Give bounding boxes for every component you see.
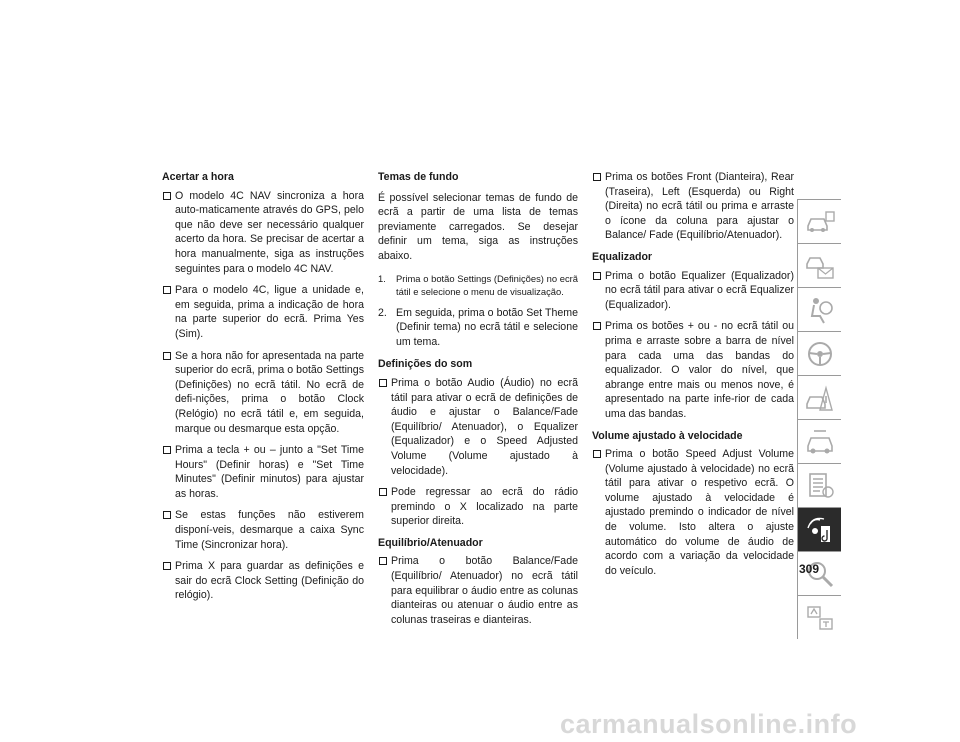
tab-multimedia[interactable]: [797, 507, 841, 551]
column-1: [162, 170, 364, 610]
list-item: Pode regressar ao ecrã do rádio premindo o X localizado na parte superior direita.: [378, 485, 578, 529]
list-item: Para o modelo 4C, ligue a unidade e, em seguida, prima a indicação de hora na parte superior do ecrã. Prima Yes (Sim).: [162, 283, 364, 341]
column-3: [592, 170, 794, 585]
list-item: Se estas funções não estiverem disponí-veis, desmarque a caixa Sync Time (Sincronizar hora).: [162, 508, 364, 552]
car-mail-icon: [804, 250, 836, 282]
car-info-icon: [804, 206, 836, 238]
list-item: Prima o botão Balance/Fade (Equilíbrio/ Atenuador) no ecrã tátil para equilibrar o áudio entre as colunas dianteiras ou atenuar o áudio entre as colunas traseiras e dianteiras.: [378, 554, 578, 627]
tab-car-mail[interactable]: [797, 243, 841, 287]
section-heading-sound: Definições do som: [378, 358, 473, 371]
step-text: Em seguida, prima o botão Set Theme (Definir tema) no ecrã tátil e selecione um tema.: [396, 306, 578, 348]
tab-car-info[interactable]: [797, 199, 841, 243]
tab-car-service[interactable]: [797, 419, 841, 463]
list-item: Prima os botões Front (Dianteira), Rear (Traseira), Left (Esquerda) ou Right (Direita) no ecrã tátil ou prima e arraste o ícone da coluna para ajustar o Balance/ Fade (Equilíbrio/Atenuador).: [592, 170, 794, 243]
section-heading-speed-volume: Volume ajustado à velocidade: [592, 429, 743, 442]
list-item: Prima os botões + ou - no ecrã tátil ou prima e arraste sobre a barra de nível para cada uma das bandas do equalizador. O valor do nível, que abrange entre mais ou menos nove, é apresentado na parte infe-rior de cada uma das bandas.: [592, 319, 794, 421]
list-item: Prima o botão Speed Adjust Volume (Volume ajustado à velocidade) no ecrã tátil para ativar o respetivo ecrã. O volume ajustado à velocidade é ajustado premindo o indicador de nível de volume. Isto altera o ajuste automático do volume de áudio de acordo com a variação da velocidade do veículo.: [592, 447, 794, 578]
tab-language[interactable]: [797, 595, 841, 639]
step-number: 1.: [378, 272, 386, 284]
footer-watermark: [0, 703, 960, 742]
numbered-step: [378, 306, 578, 350]
column-2: [378, 170, 578, 634]
car-service-icon: [804, 426, 836, 458]
section-heading-themes: Temas de fundo: [378, 171, 459, 183]
step-number: 2.: [378, 306, 387, 319]
list-item: Prima X para guardar as definições e sair do ecrã Clock Setting (Definição do relógio).: [162, 559, 364, 603]
page-number: 309: [799, 562, 820, 576]
crash-icon: [804, 382, 836, 414]
tab-airbag[interactable]: [797, 287, 841, 331]
multimedia-icon: [804, 514, 836, 546]
list-item: Prima o botão Audio (Áudio) no ecrã tátil para ativar o ecrã de definições de áudio e ajustar o Balance/Fade (Equilíbrio/ Atenuador), o Equalizer (Equalizador) e o Speed Adjusted Volume (Volume ajustado à velocidade).: [378, 376, 578, 478]
tab-checklist[interactable]: [797, 463, 841, 507]
list-item: Prima o botão Equalizer (Equalizador) no ecrã tátil para ativar o ecrã Equalizer (Equalizador).: [592, 269, 794, 313]
tab-steering[interactable]: [797, 331, 841, 375]
section-heading-balance: Equilíbrio/Atenuador: [378, 536, 483, 549]
checklist-icon: [804, 470, 836, 502]
step-text: Prima o botão Settings (Definições) no ecrã tátil e selecione o menu de visualização.: [396, 272, 578, 297]
section-heading-clock: Acertar a hora: [162, 171, 234, 183]
section-heading-equalizer: Equalizador: [592, 250, 653, 263]
tab-crash[interactable]: [797, 375, 841, 419]
paragraph: É possível selecionar temas de fundo de ecrã a partir de uma lista de temas previamente carregados. Se desejar definir um tema, siga as instruções abaixo.: [378, 191, 578, 262]
language-icon: [804, 602, 836, 634]
watermark-text: carmanualsonline.info: [560, 709, 858, 739]
list-item: O modelo 4C NAV sincroniza a hora auto-maticamente através do GPS, pelo que não deve ser necessário qualquer acerto da hora. Se precisar de acertar a hora manualmente, siga as instruções seguintes para o modelo 4C NAV.: [162, 189, 364, 277]
steering-wheel-icon: [804, 338, 836, 370]
list-item: Se a hora não for apresentada na parte superior do ecrã, prima o botão Settings (Definições) no ecrã tátil. No ecrã de defi-nições, prima o botão Clock (Relógio) no ecrã tátil e, em seguida, marque ou desmarque esta opção.: [162, 349, 364, 437]
list-item: Prima a tecla + ou – junto a "Set Time Hours" (Definir horas) e "Set Time Minutes" (Definir minutos) para ajustar as horas.: [162, 443, 364, 501]
numbered-step: [378, 272, 578, 298]
airbag-icon: [804, 294, 836, 326]
